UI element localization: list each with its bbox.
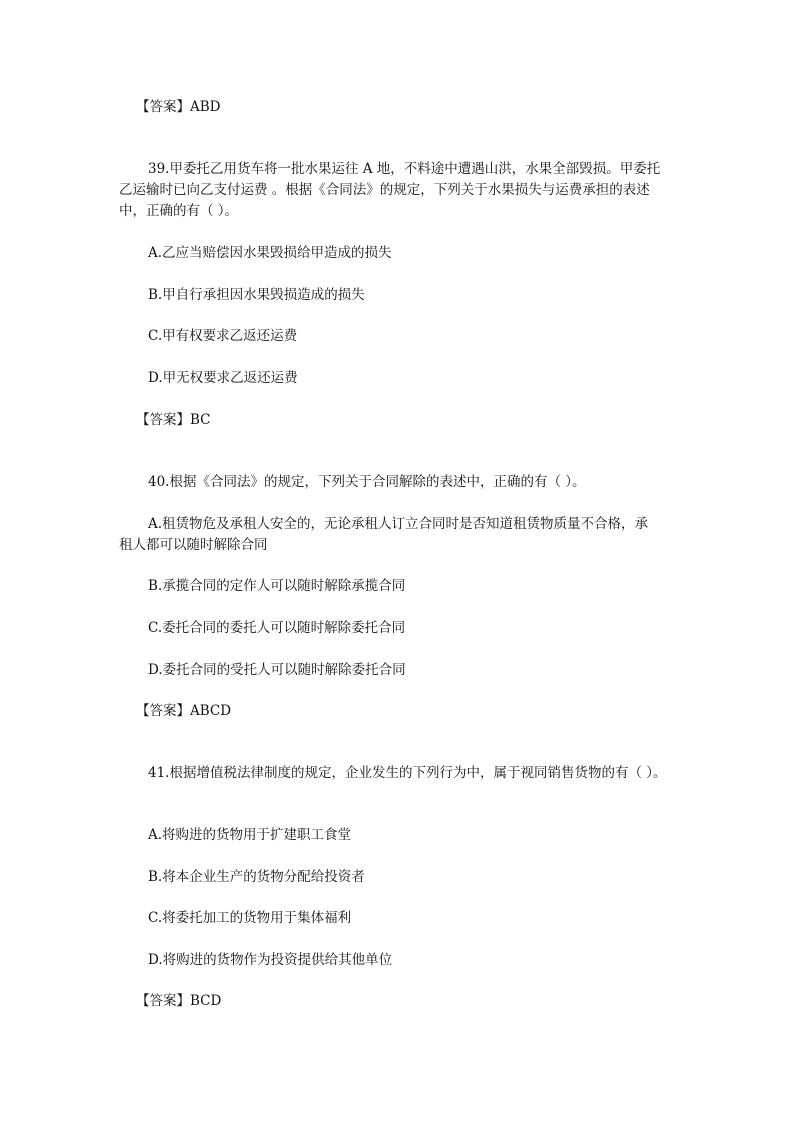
q39-option-d: D.甲无权要求乙返还运费 [148, 370, 298, 386]
q40-option-d: D.委托合同的受托人可以随时解除委托合同 [148, 662, 406, 678]
answer-value: ABCD [190, 703, 232, 719]
answer-q39 [136, 411, 211, 429]
q39-option-a: A.乙应当赔偿因水果毁损给甲造成的损失 [148, 245, 392, 261]
answer-q41 [136, 992, 221, 1010]
answer-value: BCD [190, 993, 222, 1009]
q39-stem-line3: 中，正确的有（ ）。 [119, 203, 239, 219]
answer-tag: 【答案】 [136, 703, 190, 719]
q40-stem: 40.根据《合同法》的规定，下列关于合同解除的表述中，正确的有（ ）。 [148, 474, 586, 490]
answer-tag: 【答案】 [136, 993, 190, 1009]
q40-option-b: B.承揽合同的定作人可以随时解除承揽合同 [148, 578, 406, 594]
q40-option-c: C.委托合同的委托人可以随时解除委托合同 [148, 620, 406, 636]
q41-option-d: D.将购进的货物作为投资提供给其他单位 [148, 952, 393, 968]
q39-option-b: B.甲自行承担因水果毁损造成的损失 [148, 287, 365, 303]
q41-stem: 41.根据增值税法律制度的规定，企业发生的下列行为中，属于视同销售货物的有（ ）。 [148, 765, 667, 781]
answer-value: BC [190, 412, 211, 428]
q40-option-a-line1: A.租赁物危及承租人安全的，无论承租人订立合同时是否知道租赁物质量不合格，承 [148, 516, 649, 532]
q39-option-c: C.甲有权要求乙返还运费 [148, 328, 298, 344]
q39-stem-line2: 乙运输时已向乙支付运费 。根据《合同法》的规定，下列关于水果损失与运费承担的表述 [119, 182, 650, 198]
q41-option-a: A.将购进的货物用于扩建职工食堂 [148, 827, 352, 843]
answer-tag: 【答案】 [136, 99, 190, 115]
answer-tag: 【答案】 [136, 412, 190, 428]
q40-option-a-line2: 租人都可以随时解除合同 [119, 537, 268, 553]
q41-option-c: C.将委托加工的货物用于集体福利 [148, 910, 352, 926]
answer-value: ABD [190, 99, 221, 115]
q41-option-b: B.将本企业生产的货物分配给投资者 [148, 869, 365, 885]
q39-stem-line1: 39.甲委托乙用货车将一批水果运往 A 地，不料途中遭遇山洪，水果全部毁损。甲委托 [148, 161, 661, 177]
answer-q40 [136, 702, 231, 720]
answer-q38 [136, 98, 221, 116]
